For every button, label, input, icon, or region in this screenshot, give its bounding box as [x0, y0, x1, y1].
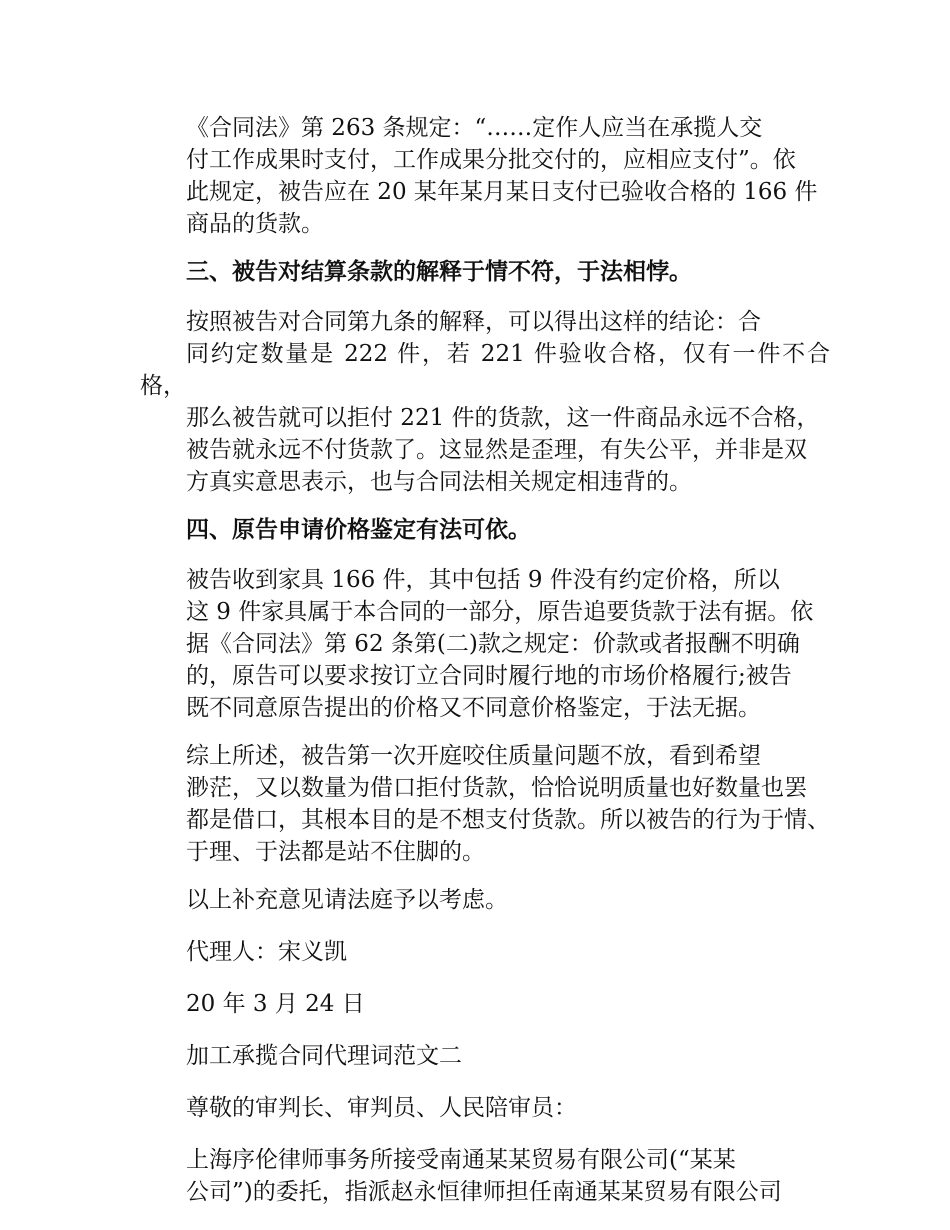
text-line: 按照被告对合同第九条的解释，可以得出这样的结论：合	[186, 309, 761, 335]
body-paragraph	[140, 306, 830, 498]
body-paragraph	[140, 988, 830, 1020]
text-line: 被告收到家具 166 件，其中包括 9 件没有约定价格，所以	[186, 567, 780, 593]
body-paragraph	[140, 564, 830, 724]
text-line: 方真实意思表示，也与合同法相关规定相违背的。	[186, 469, 692, 495]
body-paragraph	[140, 1040, 830, 1072]
text-line: 于理、于法都是站不住脚的。	[186, 839, 485, 865]
body-paragraph	[140, 936, 830, 968]
text-line: 以上补充意见请法庭予以考虑。	[186, 887, 508, 913]
text-line: 四、原告申请价格鉴定有法可依。	[186, 516, 531, 543]
body-paragraph	[140, 1092, 830, 1124]
text-line: 渺茫，又以数量为借口拒付货款，恰恰说明质量也好数量也罢	[186, 775, 807, 801]
text-line: 公司”)的委托，指派赵永恒律师担任南通某某贸易有限公司	[186, 1179, 782, 1205]
text-line: 都是借口，其根本目的是不想支付货款。所以被告的行为于情、	[186, 807, 830, 833]
body-paragraph	[140, 740, 830, 868]
text-line: 既不同意原告提出的价格又不同意价格鉴定，于法无据。	[186, 695, 761, 721]
text-line: 这 9 件家具属于本合同的一部分，原告追要货款于法有据。依	[186, 599, 814, 625]
text-line: 付工作成果时支付，工作成果分批交付的，应相应支付”。依	[186, 147, 796, 173]
text-line: 的，原告可以要求按订立合同时履行地的市场价格履行;被告	[186, 663, 792, 689]
text-line: 此规定，被告应在 20 某年某月某日支付已验收合格的 166 件	[186, 179, 818, 205]
body-paragraph	[140, 1144, 830, 1208]
text-line: 同约定数量是 222 件，若 221 件验收合格，仅有一件不合格，	[140, 341, 830, 399]
text-line: 《合同法》第 263 条规定：“……定作人应当在承揽人交	[186, 115, 763, 141]
section-heading	[140, 514, 830, 546]
text-line: 加工承揽合同代理词范文二	[186, 1043, 462, 1069]
text-line: 代理人：宋义凯	[186, 939, 347, 965]
section-heading	[140, 256, 830, 288]
text-line: 综上所述，被告第一次开庭咬住质量问题不放，看到希望	[186, 743, 761, 769]
text-line: 尊敬的审判长、审判员、人民陪审员：	[186, 1095, 577, 1121]
text-line: 据《合同法》第 62 条第(二)款之规定：价款或者报酬不明确	[186, 631, 800, 657]
text-line: 被告就永远不付货款了。这显然是歪理，有失公平，并非是双	[186, 437, 807, 463]
document-body	[140, 112, 830, 1224]
text-line: 商品的货款。	[186, 211, 324, 237]
text-line: 20 年 3 月 24 日	[186, 991, 365, 1017]
body-paragraph	[140, 112, 830, 240]
body-paragraph	[140, 884, 830, 916]
text-line: 三、被告对结算条款的解释于情不符，于法相悖。	[186, 258, 692, 285]
text-line: 上海序伦律师事务所接受南通某某贸易有限公司(“某某	[186, 1147, 736, 1173]
text-line: 那么被告就可以拒付 221 件的货款，这一件商品永远不合格，	[186, 405, 820, 431]
